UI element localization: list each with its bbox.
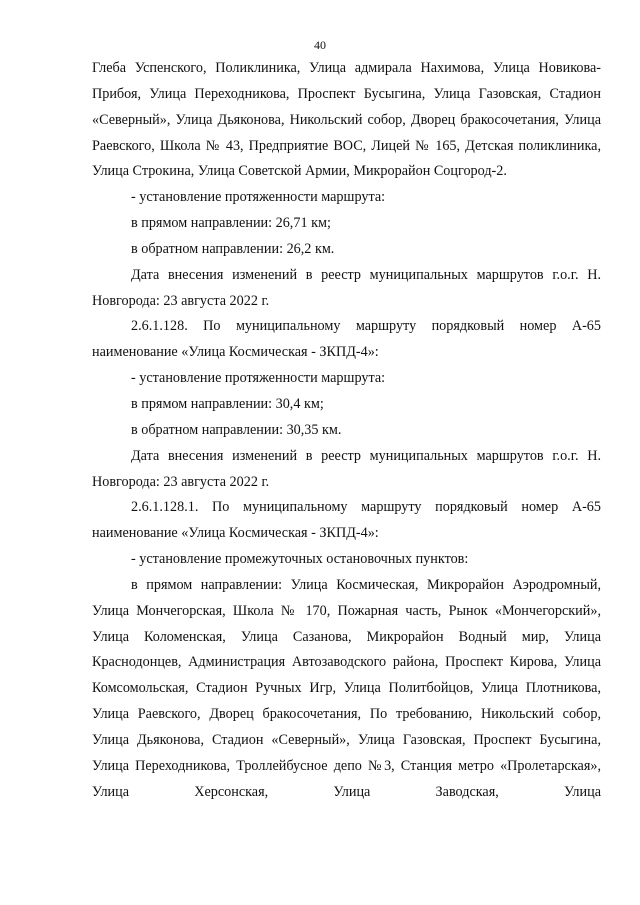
page-number: 40 (314, 38, 326, 52)
paragraph: 2.6.1.128. По муниципальному маршруту порядковый номер А-65 наименование «Улица Космическая - ЗКПД-4»: (92, 318, 601, 361)
document-body (92, 56, 601, 805)
paragraph: в прямом направлении: 26,71 км; (131, 215, 331, 232)
paragraph: - установление протяженности маршрута: (131, 189, 386, 206)
paragraph: в обратном направлении: 30,35 км. (131, 421, 342, 438)
paragraph: в прямом направлении: Улица Космическая, Микрорайон Аэродромный, Улица Мончегорская, Школа № 170, Пожарная часть, Рынок «Мончегорский», Улица Коломенская, Улица Сазанова, Микрорайон Водный мир, Улица Краснодонцев, Администрация Автозаводского района, Проспект Кирова, Улица Комсомольская, Стадион Ручных Игр, Улица Политбойцов, Улица Плотникова, Улица Раевского, Дворец бракосочетания, По требованию, Никольский собор, Улица Дьяконова, Стадион «Северный», Улица Газовская, Проспект Бусыгина, Улица Переходникова, Троллейбусное депо №3, Станция метро «Пролетарская», Улица Херсонская, Улица Заводская, Улица (92, 576, 601, 800)
paragraph: в обратном направлении: 26,2 км. (131, 240, 335, 257)
paragraph: Глеба Успенского, Поликлиника, Улица адмирала Нахимова, Улица Новикова-Прибоя, Улица Переходникова, Проспект Бусыгина, Улица Газовская, Стадион «Северный», Улица Дьяконова, Никольский собор, Дворец бракосочетания, Улица Раевского, Школа № 43, Предприятие ВОС, Лицей № 165, Детская поликлиника, Улица Строкина, Улица Советской Армии, Микрорайон Соцгород-2. (92, 60, 601, 180)
paragraph: - установление промежуточных остановочных пунктов: (131, 551, 469, 568)
paragraph: Дата внесения изменений в реестр муниципальных маршрутов г.о.г. Н. Новгорода: 23 августа 2022 г. (92, 266, 601, 309)
paragraph: в прямом направлении: 30,4 км; (131, 395, 324, 412)
paragraph: - установление протяженности маршрута: (131, 370, 386, 387)
paragraph: Дата внесения изменений в реестр муниципальных маршрутов г.о.г. Н. Новгорода: 23 августа 2022 г. (92, 447, 601, 490)
paragraph: 2.6.1.128.1. По муниципальному маршруту порядковый номер А-65 наименование «Улица Космическая - ЗКПД-4»: (92, 499, 601, 542)
